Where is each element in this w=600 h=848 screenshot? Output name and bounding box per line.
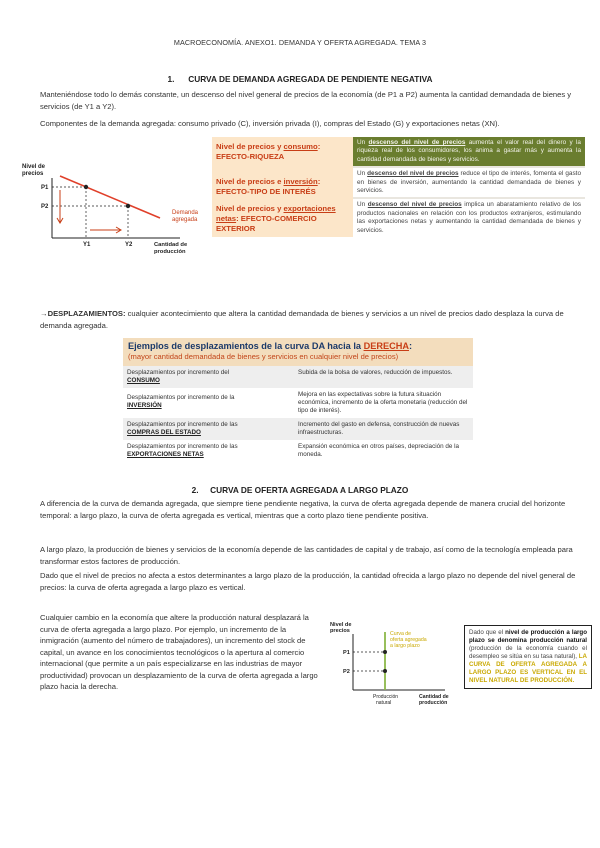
quantity-up-arrow bbox=[90, 227, 121, 233]
section-2-paragraph-2: A largo plazo, la producción de bienes y servicios de la economía depende de las cantidades de capital y de trabajo, así como de la tecnología empleada para transformar estos factores de producción. bbox=[40, 545, 573, 566]
lras-graph-xlabel-1: Cantidad de bbox=[419, 694, 449, 700]
y2-label: Y2 bbox=[125, 242, 133, 248]
p2-label: P2 bbox=[41, 204, 49, 210]
demand-graph-ylabel-1: Nivel de bbox=[22, 164, 46, 170]
effect-desc-interes: Un descenso del nivel de precios reduce el tipo de interés, fomenta el gasto en bienes de inversión, aumentando la cantidad demandada de bienes y servicios. bbox=[353, 167, 585, 198]
shifts-table bbox=[123, 338, 473, 462]
demand-curve-label-1: Demanda bbox=[172, 210, 199, 216]
natural-output-note: Dado que el nivel de producción a largo plazo se denomina producción natural (producción de la economía cuando el desempleo se sitúa en su tasa natural), LA CURVA DE OFERTA AGREGADA A LARGO PLAZO ES VERTICAL EN EL NIVEL NATURAL DE PRODUCCIÓN. bbox=[464, 625, 592, 689]
natural-output-label-2: natural bbox=[376, 700, 392, 706]
shifts-table-body bbox=[123, 366, 473, 462]
document-header: MACROECONOMÍA. ANEXO1. DEMANDA Y OFERTA AGREGADA. TEMA 3 bbox=[173, 38, 427, 47]
effect-label-riqueza: Nivel de precios y consumo: EFECTO-RIQUEZA bbox=[212, 137, 353, 167]
y1-label: Y1 bbox=[83, 242, 91, 248]
effect-desc-riqueza: Un descenso del nivel de precios aumenta el valor real del dinero y la riqueza real de los consumidores, los anima a gastar más y aumenta la cantidad demandada de bienes y servicios. bbox=[353, 137, 585, 167]
shifts-table-title: Ejemplos de desplazamientos de la curva DA hacia la DERECHA: bbox=[128, 341, 413, 351]
lras-graph-ylabel-1: Nivel de bbox=[330, 622, 352, 628]
demand-curve-line bbox=[60, 176, 160, 218]
lras-point-1 bbox=[383, 650, 387, 654]
demand-graph-xlabel-1: Cantidad de bbox=[154, 242, 188, 248]
demand-curve-graph bbox=[20, 160, 210, 260]
section-2-paragraph-1: A diferencia de la curva de demanda agregada, que siempre tiene pendiente negativa, la curva de oferta agregada depende de manera crucial del horizonte temporal: a largo plazo, la curva de oferta agregada es vertical, mientras que a corto plazo tiene pendiente positiva. bbox=[40, 499, 566, 520]
effects-table bbox=[212, 137, 585, 237]
table-row: Desplazamientos por incremento de las EXPORTACIONES NETAS Expansión económica en otros países, depreciación de la moneda. bbox=[123, 440, 473, 462]
lras-p1-label: P1 bbox=[343, 650, 350, 656]
effect-label-interes: Nivel de precios e inversión: EFECTO-TIPO DE INTERÉS bbox=[212, 167, 353, 198]
lras-graph-ylabel-2: precios bbox=[330, 628, 350, 634]
shifts-table-header bbox=[123, 338, 473, 366]
point-a bbox=[84, 185, 88, 189]
table-row: Desplazamientos por incremento del CONSUMO Subida de la bolsa de valores, reducción de impuestos. bbox=[123, 366, 473, 388]
section-2-paragraph-3: Dado que el nivel de precios no afecta a estos determinantes a largo plazo de la producción, la cantidad ofrecida a largo plazo no depende del nivel general de precios: la curva de oferta agregada a largo plazo es vertical. bbox=[40, 571, 576, 592]
price-down-arrow bbox=[57, 190, 63, 223]
shifts-paragraph bbox=[40, 308, 580, 331]
demand-curve-label-2: agregada bbox=[172, 217, 198, 223]
lras-p2-label: P2 bbox=[343, 669, 350, 675]
effect-row-comercio bbox=[212, 198, 585, 237]
table-row: Desplazamientos por incremento de las COMPRAS DEL ESTADO Incremento del gasto en defensa, construcción de nuevas infraestructuras. bbox=[123, 418, 473, 440]
point-b bbox=[126, 204, 130, 208]
lras-curve-label-1: Curva de bbox=[390, 631, 412, 637]
shifts-table-subtitle: (mayor cantidad demandada de bienes y servicios en cualquier nivel de precios) bbox=[128, 352, 399, 361]
demand-graph-xlabel-2: producción bbox=[154, 249, 186, 255]
demand-graph-ylabel-2: precios bbox=[22, 171, 44, 177]
natural-output-label-1: Producción bbox=[373, 694, 399, 700]
section-2-title: 2. CURVA DE OFERTA AGREGADA A LARGO PLAZO bbox=[191, 485, 409, 495]
effect-desc-comercio: Un descenso del nivel de precios implica un abaratamiento relativo de los productos nacionales en relación con los productos extranjeros, estimulando las exportaciones netas y aumentando la cantidad demandada de bienes y servicios. bbox=[353, 198, 585, 237]
effect-label-comercio: Nivel de precios y exportaciones netas: EFECTO-COMERCIO EXTERIOR bbox=[212, 198, 353, 237]
table-row: Desplazamientos por incremento de la INVERSIÓN Mejora en las expectativas sobre la futura situación económica, incremento de la oferta monetaria (reducción del tipo de interés). bbox=[123, 388, 473, 418]
effect-row-interes bbox=[212, 167, 585, 198]
lras-graph-xlabel-2: producción bbox=[419, 700, 448, 706]
section-1-paragraph-1: Manteniéndose todo lo demás constante, un descenso del nivel general de precios de la economía (de P1 a P2) aumenta la cantidad demandada de bienes y servicios (de Y1 a Y2). bbox=[40, 90, 572, 111]
lras-curve-label-3: a largo plazo bbox=[390, 643, 420, 649]
section-2-paragraph-4: Cualquier cambio en la economía que altere la producción natural desplazará la curva de oferta agregada a largo plazo. Por ejemplo, un incremento de la inmigración (aumento del número de trabajadores), un incremento del stock de capital, un avance en los conocimientos tecnológicos o la apertura al comercio internacional (que permite a un país especializarse en las industrias de mayor productividad) provocan un desplazamiento de la curva de oferta agregada a largo plazo hacia la derecha. bbox=[40, 613, 318, 691]
shifts-lead: →DESPLAZAMIENTOS: bbox=[40, 309, 126, 318]
lras-point-2 bbox=[383, 669, 387, 673]
section-1-title: 1. CURVA DE DEMANDA AGREGADA DE PENDIENTE NEGATIVA bbox=[167, 74, 433, 84]
section-1-paragraph-2: Componentes de la demanda agregada: consumo privado (C), inversión privada (I), compras del Estado (G) y exportaciones netas (XN). bbox=[40, 119, 500, 128]
shifts-text: cualquier acontecimiento que altera la cantidad demandada de bienes y servicios a un nivel de precios dado desplaza la curva de demanda agregada. bbox=[40, 309, 564, 330]
p1-label: P1 bbox=[41, 185, 49, 191]
lras-curve-label-2: oferta agregada bbox=[390, 637, 427, 643]
lras-curve-graph bbox=[325, 618, 460, 710]
effect-row-riqueza bbox=[212, 137, 585, 167]
